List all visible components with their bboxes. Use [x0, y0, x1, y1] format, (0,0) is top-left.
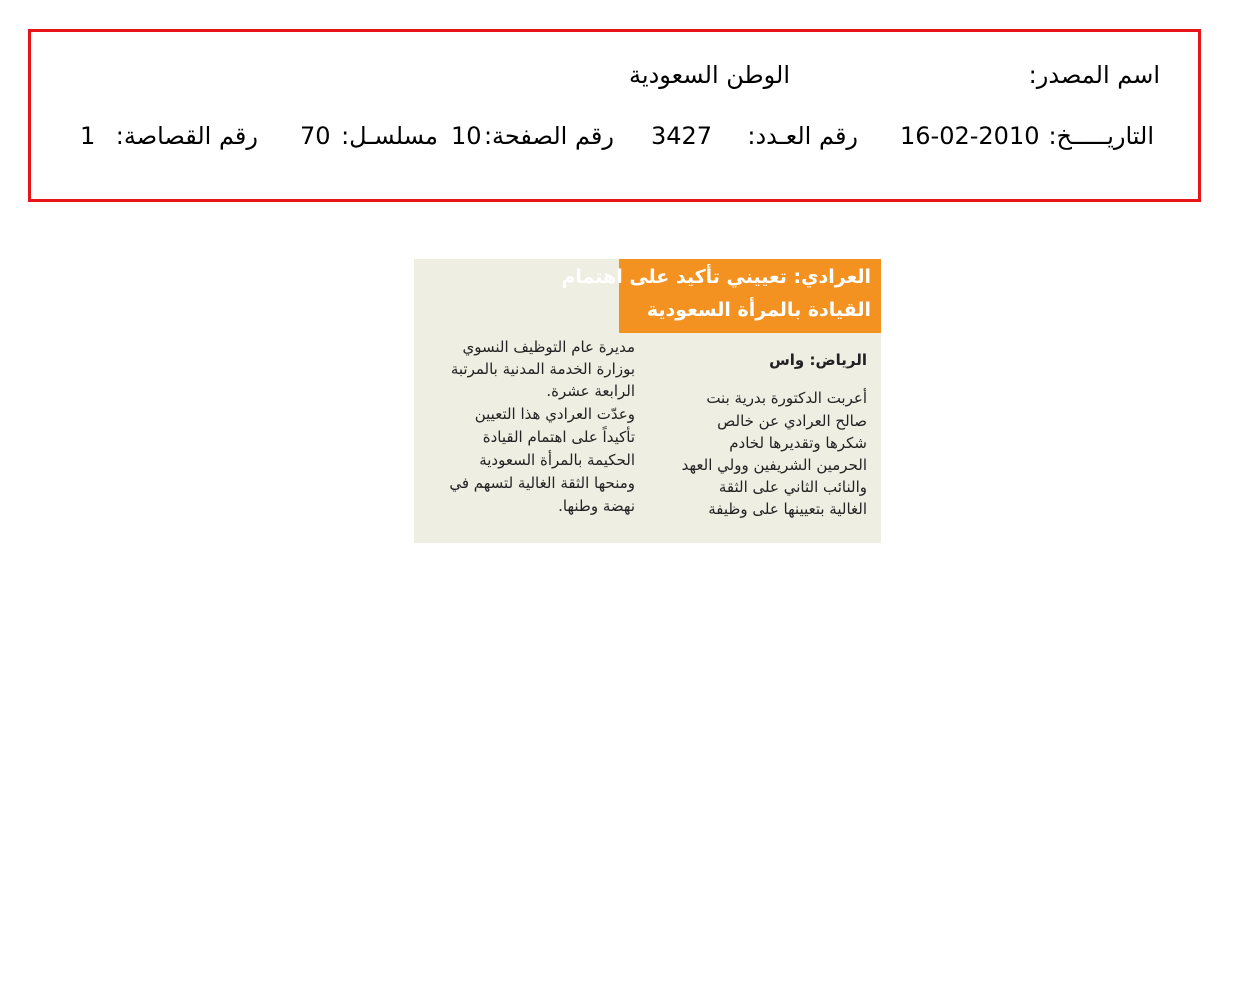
- article-text-line: نهضة وطنها.: [558, 497, 635, 515]
- article-text-line: الرابعة عشرة.: [546, 382, 635, 400]
- byline: الرياض: واس: [769, 351, 867, 369]
- headline-line: القيادة بالمرأة السعودية: [646, 299, 871, 321]
- source-label: اسم المصدر:: [1028, 61, 1160, 89]
- article-text-line: صالح العرادي عن خالص: [717, 412, 867, 430]
- article-text-line: ومنحها الثقة الغالية لتسهم في: [449, 474, 635, 492]
- article-text-line: مديرة عام التوظيف النسوي: [462, 338, 635, 356]
- serial-value: 70: [300, 122, 331, 150]
- article-text-line: الحكيمة بالمرأة السعودية: [479, 451, 635, 469]
- article-text-line: بوزارة الخدمة المدنية بالمرتبة: [450, 360, 635, 378]
- page-value: 10: [451, 122, 482, 150]
- headline-box: [561, 259, 881, 333]
- article-text-line: وعدّت العرادي هذا التعيين: [474, 405, 635, 423]
- source-value: الوطن السعودية: [629, 61, 790, 89]
- clip-number-value: 1: [80, 122, 96, 150]
- headline-line: العرادي: تعييني تأكيد على اهتمام: [561, 266, 871, 288]
- article-text-line: الحرمين الشريفين وولي العهد: [681, 456, 867, 474]
- article-text-line: شكرها وتقديرها لخادم: [729, 434, 867, 452]
- article-text-line: والنائب الثاني على الثقة: [718, 478, 867, 496]
- metadata-frame: [28, 29, 1201, 202]
- page-label: رقم الصفحة:: [483, 122, 614, 150]
- clip-number-label: رقم القصاصة:: [115, 122, 258, 150]
- newspaper-clipping: [414, 259, 881, 543]
- article-text-line: أعربت الدكتورة بدرية بنت: [706, 389, 867, 407]
- issue-value: 3427: [651, 122, 713, 150]
- article-text-line: تأكيداً على اهتمام القيادة: [482, 428, 635, 446]
- article-text-line: الغالية بتعيينها على وظيفة: [708, 500, 867, 518]
- serial-label: مسلسـل:: [341, 122, 438, 150]
- date-value: 16-02-2010: [900, 122, 1040, 150]
- issue-label: رقم العـدد:: [747, 122, 858, 150]
- date-label: التاريـــــخ:: [1048, 122, 1154, 150]
